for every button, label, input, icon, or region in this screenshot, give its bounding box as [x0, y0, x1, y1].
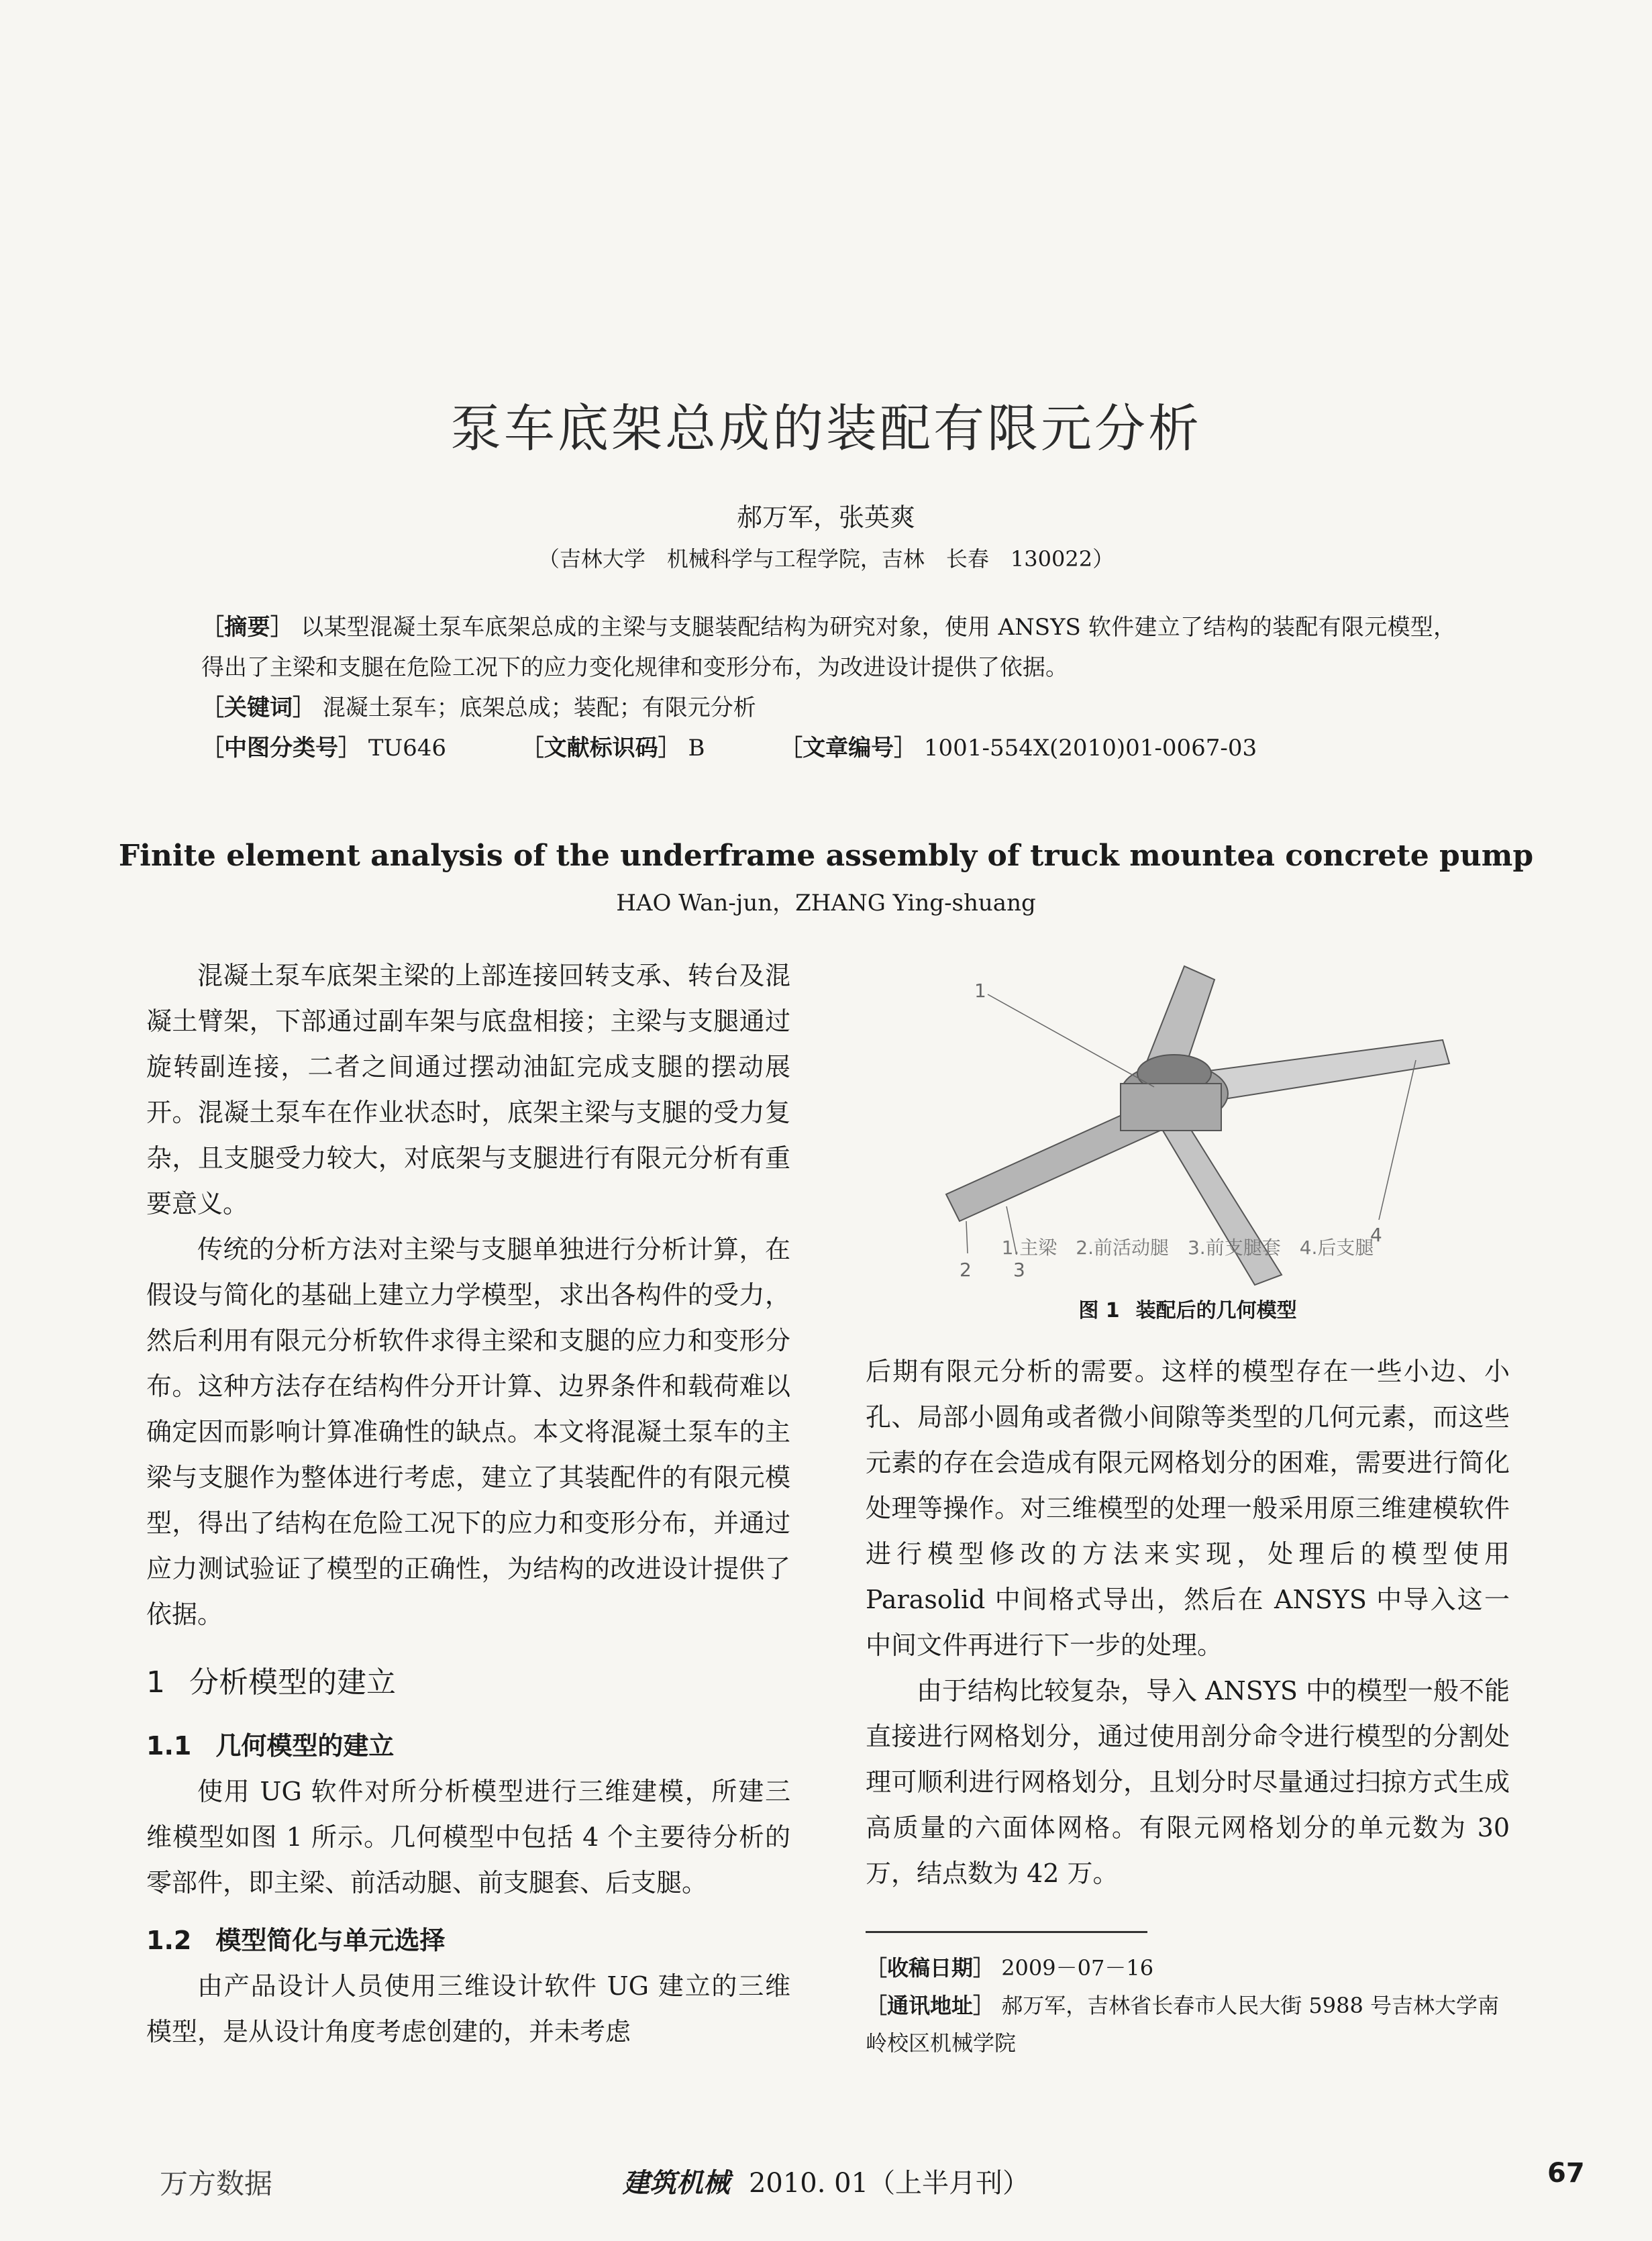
- right-column: [866, 1349, 1510, 1896]
- classification: [201, 728, 1456, 768]
- abstract-text: 以某型混凝土泵车底架总成的主梁与支腿装配结构为研究对象，使用 ANSYS 软件建立了结构的装配有限元模型，得出了主梁和支腿在危险工况下的应力变化规律和变形分布，为改进设计提供了依据。: [201, 614, 1457, 681]
- article-number-value: 1001-554X(2010)01-0067-03: [923, 735, 1257, 762]
- section-1-number: 1: [146, 1665, 165, 1700]
- english-title: Finite element analysis of the underframe assembly of truck mountea concrete pump: [118, 839, 1534, 873]
- section-1-1-paragraph: 使用 UG 软件对所分析模型进行三维建模，所建三维模型如图 1 所示。几何模型中包括 4 个主要待分析的零部件，即主梁、前活动腿、前支腿套、后支腿。: [146, 1777, 790, 1897]
- left-column: [146, 953, 790, 2054]
- right-paragraph-1: 后期有限元分析的需要。这样的模型存在一些小边、小孔、局部小圆角或者微小间隙等类型的几何元素，而这些元素的存在会造成有限元网格划分的困难，需要进行简化处理等操作。对三维模型的处理一般采用原三维建模软件进行模型修改的方法来实现，处理后的模型使用 Parasolid 中间格式导出，然后在 ANSYS 中导入这一中间文件再进行下一步的处理。: [866, 1357, 1510, 1660]
- callout-3: 3: [1013, 1259, 1025, 1281]
- keywords-label: ［关键词］: [201, 694, 315, 721]
- watermark: 万方数据: [160, 2167, 273, 2200]
- affiliation: （吉林大学 机械科学与工程学院，吉林 长春 130022）: [537, 546, 1115, 572]
- main-beam: [1121, 1084, 1221, 1131]
- callout-4: 4: [1370, 1224, 1382, 1246]
- doc-code-value: B: [688, 735, 705, 762]
- footnote-rule: [866, 1931, 1147, 1933]
- abstract-block: [201, 607, 1456, 768]
- english-authors: HAO Wan-jun，ZHANG Ying-shuang: [616, 890, 1036, 917]
- received-value: 2009－07－16: [1001, 1955, 1154, 1981]
- clc-value: TU646: [368, 735, 447, 762]
- paper-title: 泵车底架总成的装配有限元分析: [450, 399, 1202, 458]
- callout-2: 2: [960, 1259, 972, 1281]
- authors: 郝万军，张英爽: [736, 503, 915, 532]
- clc-label: ［中图分类号］: [201, 735, 361, 762]
- section-1-1-number: 1.1: [146, 1731, 192, 1761]
- figure-caption: [866, 1294, 1510, 1323]
- section-1-2-paragraph: 由产品设计人员使用三维设计软件 UG 建立的三维模型，是从设计角度考虑创建的，并未考虑: [146, 1971, 790, 2046]
- journal-name: 建筑机械: [622, 2168, 730, 2199]
- section-1-2-title: 模型简化与单元选择: [215, 1926, 446, 1955]
- callout-1: 1: [974, 980, 986, 1002]
- section-1-1-heading: [146, 1723, 790, 1769]
- page-number: 67: [1547, 2158, 1585, 2189]
- received-label: ［收稿日期］: [866, 1955, 995, 1981]
- journal-footer: [0, 2162, 1652, 2200]
- figure-legend: 1.主梁 2.前活动腿 3.前支腿套 4.后支腿: [1001, 1237, 1374, 1259]
- section-1-2-number: 1.2: [146, 1926, 192, 1955]
- correspondence-address: [866, 1987, 1510, 2062]
- abstract-label: ［摘要］: [201, 614, 294, 641]
- journal-issue: 2010. 01（上半月刊）: [748, 2168, 1030, 2199]
- address-label: ［通讯地址］: [866, 1993, 995, 2018]
- section-1-heading: [146, 1660, 790, 1706]
- article-number-label: ［文章编号］: [780, 735, 917, 762]
- section-1-title: 分析模型的建立: [189, 1665, 396, 1700]
- keywords-text: 混凝土泵车；底架总成；装配；有限元分析: [322, 694, 756, 721]
- doc-code-label: ［文献标识码］: [521, 735, 681, 762]
- keywords: [201, 688, 1456, 728]
- address-value: 郝万军，吉林省长春市人民大街 5988 号吉林大学南岭校区机械学院: [866, 1993, 1499, 2056]
- abstract: [201, 607, 1456, 688]
- footnotes: [866, 1949, 1510, 2062]
- intro-paragraph-2: 传统的分析方法对主梁与支腿单独进行分析计算，在假设与简化的基础上建立力学模型，求出各构件的受力，然后利用有限元分析软件求得主梁和支腿的应力和变形分布。这种方法存在结构件分开计算、边界条件和载荷难以确定因而影响计算准确性的缺点。本文将混凝土泵车的主梁与支腿作为整体进行考虑，建立了其装配件的有限元模型，得出了结构在危险工况下的应力和变形分布，并通过应力测试验证了模型的正确性，为结构的改进设计提供了依据。: [146, 1235, 790, 1629]
- figure-caption-text: 装配后的几何模型: [1135, 1299, 1297, 1322]
- intro-paragraph-1: 混凝土泵车底架主梁的上部连接回转支承、转台及混凝土臂架，下部通过副车架与底盘相接；主梁与支腿通过旋转副连接，二者之间通过摆动油缸完成支腿的摆动展开。混凝土泵车在作业状态时，底架主梁与支腿的受力复杂，且支腿受力较大，对底架与支腿进行有限元分析有重要意义。: [146, 961, 790, 1218]
- section-1-1-title: 几何模型的建立: [215, 1731, 395, 1761]
- figure-caption-number: 图 1: [1078, 1299, 1120, 1322]
- section-1-2-heading: [146, 1918, 790, 1963]
- right-paragraph-2: 由于结构比较复杂，导入 ANSYS 中的模型一般不能直接进行网格划分，通过使用剖分命令进行模型的分割处理可顺利进行网格划分，且划分时尽量通过扫掠方式生成高质量的六面体网格。有限元网格划分的单元数为 30 万，结点数为 42 万。: [866, 1676, 1510, 1888]
- received-date: [866, 1949, 1510, 1987]
